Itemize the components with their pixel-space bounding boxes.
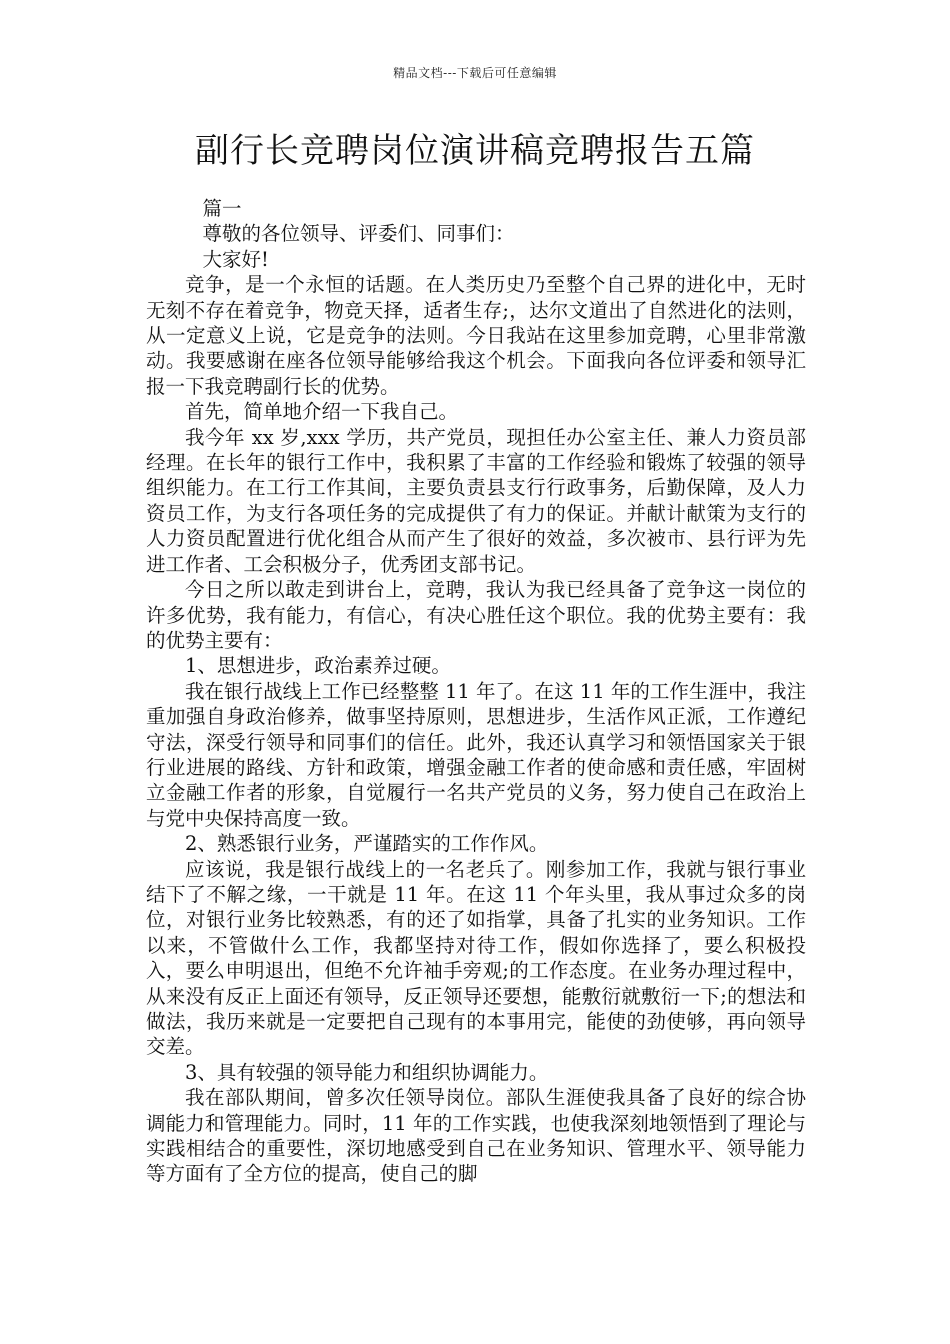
paragraph: 应该说，我是银行战线上的一名老兵了。刚参加工作，我就与银行事业结下了不解之缘，一干就是 11 年。在这 11 个年头里，我从事过众多的岗位，对银行业务比较熟悉，有的还了如指掌，具备了扎实的业务知识。工作以来，不管做什么工作，我都坚持对待工作，假如你选择了，要么积极投入，要么申明退出，但绝不允许袖手旁观;的工作态度。在业务办理过程中，从来没有反正上面还有领导，反正领导还要想，能敷衍就敷衍一下;的想法和做法，我历来就是一定要把自己现有的本事用完，能使的劲使够，再向领导交差。 (146, 857, 806, 1059)
subheading: 3、具有较强的领导能力和组织协调能力。 (185, 1060, 549, 1084)
paragraph: 我在部队期间，曾多次任领导岗位。部队生涯使我具备了良好的综合协调能力和管理能力。同时，11 年的工作实践，也使我深刻地领悟到了理论与实践相结合的重要性，深切地感受到自己在业务知识、管理水平、领导能力等方面有了全方位的提高，使自己的脚 (146, 1086, 806, 1186)
greeting: 大家好! (202, 247, 269, 271)
section-heading: 篇一 (202, 197, 242, 220)
paragraph: 我今年 xx 岁,xxx 学历，共产党员，现担任办公室主任、兼人力资员部经理。在长年的银行工作中，我积累了丰富的工作经验和锻炼了较强的领导组织能力。在工行工作其间，主要负责县支行行政事务，后勤保障，及人力资员工作，为支行各项任务的完成提供了有力的保证。并献计献策为支行的人力资员配置进行优化组合从而产生了很好的效益，多次被市、县行评为先进工作者、工会积极分子，优秀团支部书记。 (146, 425, 806, 576)
document-body (146, 196, 806, 1187)
header-note: 精品文档---下载后可任意编辑 (393, 66, 557, 80)
paragraph: 竞争，是一个永恒的话题。在人类历史乃至整个自己界的进化中，无时无刻不存在着竞争，物竞天择，适者生存;，达尔文道出了自然进化的法则，从一定意义上说，它是竞争的法则。今日我站在这里参加竞聘，心里非常激动。我要感谢在座各位领导能够给我这个机会。下面我向各位评委和领导汇报一下我竞聘副行长的优势。 (146, 273, 806, 398)
document-title: 副行长竞聘岗位演讲稿竞聘报告五篇 (195, 131, 755, 171)
salutation: 尊敬的各位领导、评委们、同事们： (202, 222, 515, 246)
subheading: 2、熟悉银行业务，严谨踏实的工作作风。 (185, 832, 549, 856)
paragraph: 我在银行战线上工作已经整整 11 年了。在这 11 年的工作生涯中，我注重加强自身政治修养，做事坚持原则，思想进步，生活作风正派，工作遵纪守法，深受行领导和同事们的信任。此外，我还认真学习和领悟国家关于银行业进展的路线、方针和政策，增强金融工作者的使命感和责任感，牢固树立金融工作者的形象，自觉履行一名共产党员的义务，努力使自己在政治上与党中央保持高度一致。 (146, 679, 806, 830)
paragraph: 今日之所以敢走到讲台上，竞聘，我认为我已经具备了竞争这一岗位的许多优势，我有能力，有信心，有决心胜任这个职位。我的优势主要有：我的优势主要有： (146, 578, 806, 652)
paragraph: 首先，简单地介绍一下我自己。 (185, 400, 459, 424)
subheading: 1、思想进步，政治素养过硬。 (185, 654, 451, 678)
